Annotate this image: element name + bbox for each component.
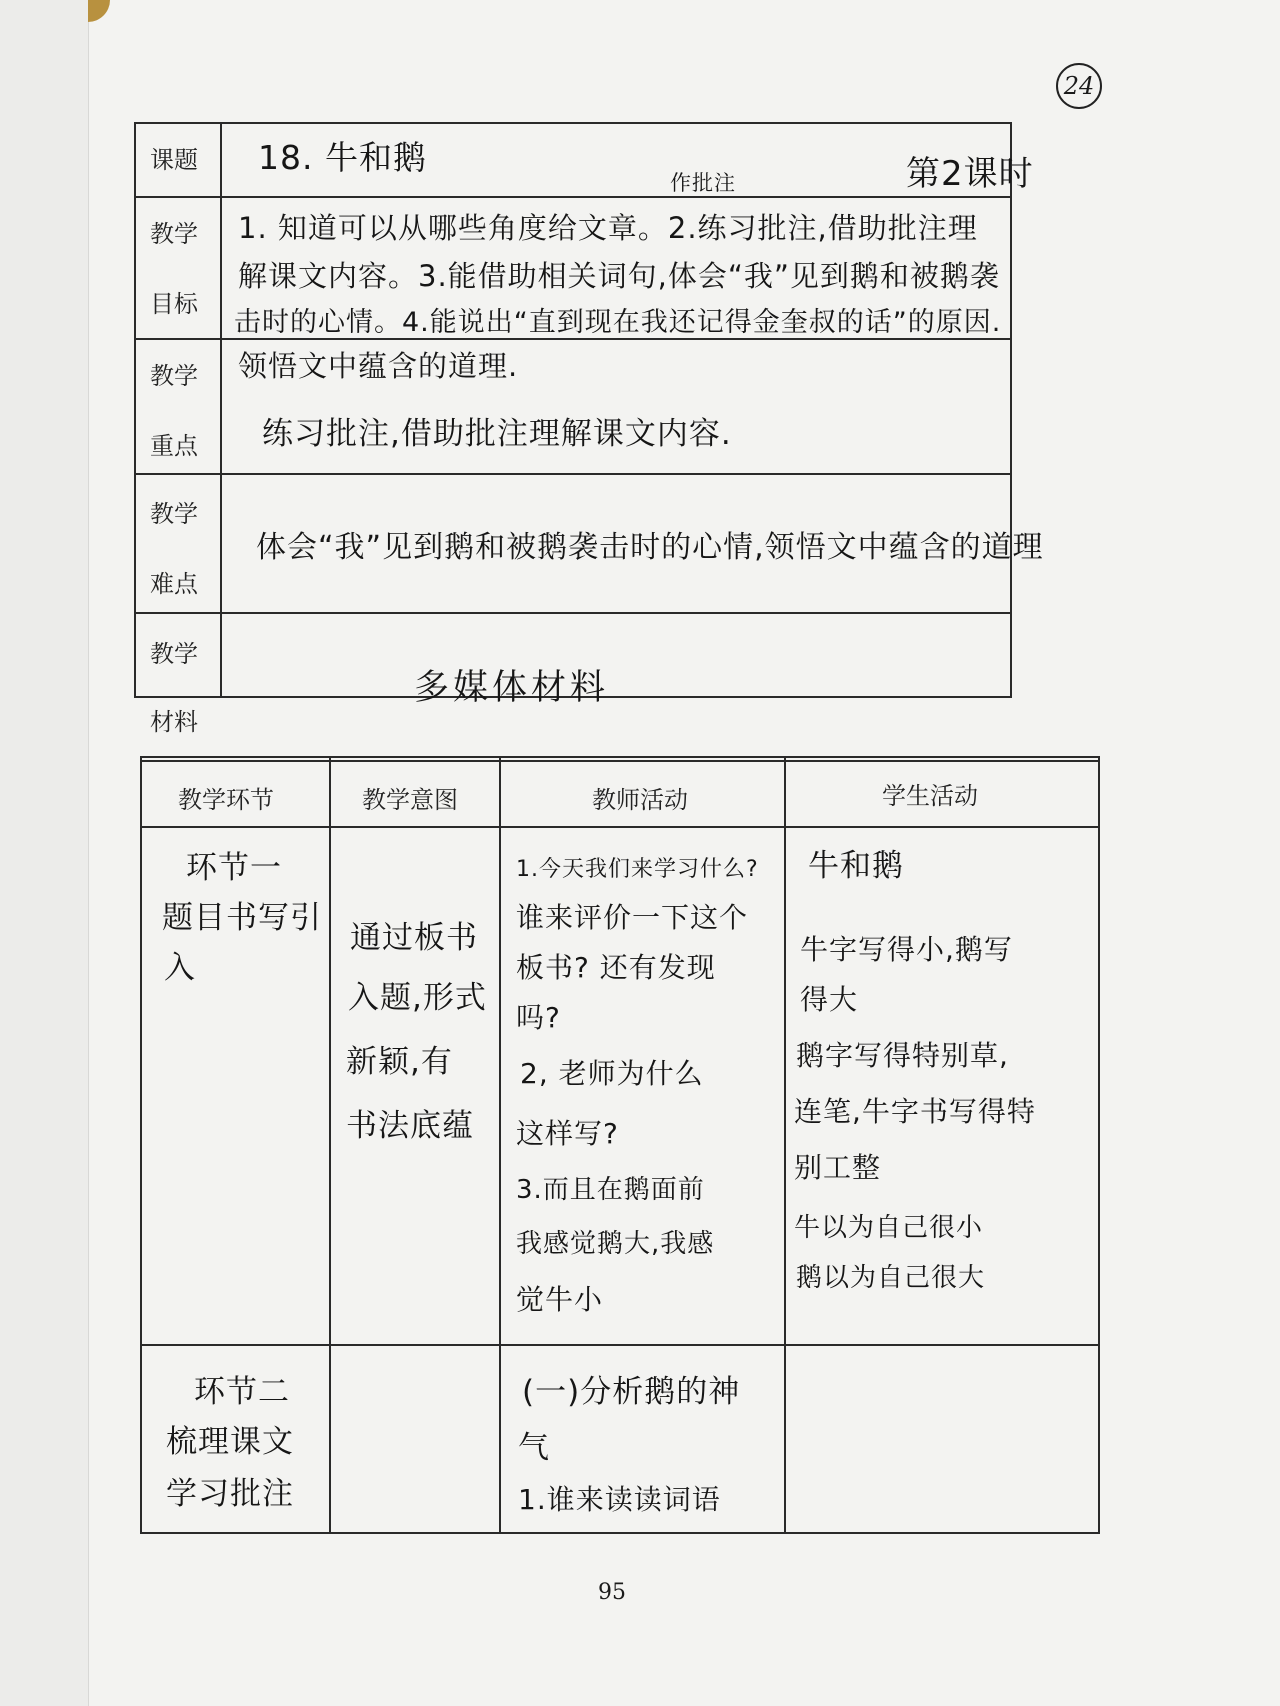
row1-stage-line-2: 题目书写引 <box>162 900 322 936</box>
table-header-divider <box>140 826 1098 828</box>
row2-stage-line-1: 环节二 <box>194 1374 290 1410</box>
table-col-divider-3 <box>784 758 786 1532</box>
row2-teacher-line-3: 1.谁来读读词语 <box>518 1483 721 1516</box>
page-marker: 24 <box>1056 63 1102 109</box>
objectives-line-2: 解课文内容。3.能借助相关词句,体会“我”见到鹅和被鹅袭 <box>238 259 1000 293</box>
row1-teacher-line-3: 板书? 还有发现 <box>516 951 716 984</box>
goal-annotation: 作批注 <box>670 171 736 195</box>
row1-teacher-line-7: 3.而且在鹅面前 <box>516 1175 705 1205</box>
row-divider-3 <box>134 473 1010 475</box>
table-row-divider <box>140 1344 1098 1346</box>
row1-student-line-3: 牛字写得小,鹅写 <box>800 933 1013 966</box>
table-col-divider-1 <box>329 758 331 1532</box>
row1-teacher-line-6: 这样写? <box>516 1117 619 1150</box>
row2-stage-line-3: 学习批注 <box>166 1476 294 1512</box>
objectives-label-1: 教学 <box>150 220 198 248</box>
row1-teacher-line-5: 2, 老师为什么 <box>520 1057 704 1090</box>
row1-intent-line-2: 入题,形式 <box>348 980 487 1016</box>
topic-label: 课题 <box>150 146 198 174</box>
label-column-divider <box>220 122 222 696</box>
table-top-rule <box>140 760 1098 762</box>
row1-student-line-4: 得大 <box>800 983 859 1016</box>
row1-intent-line-1: 通过板书 <box>350 920 478 956</box>
objectives-line-3: 击时的心情。4.能说出“直到现在我还记得金奎叔的话”的原因. <box>234 307 1002 338</box>
row1-student-line-9: 鹅以为自己很大 <box>796 1263 986 1293</box>
header-intent: 教学意图 <box>362 786 458 814</box>
row1-stage-line-1: 环节一 <box>186 850 282 886</box>
objectives-label-2: 目标 <box>150 290 198 318</box>
row1-student-line-1: 牛和鹅 <box>808 848 904 884</box>
page-binding-edge <box>0 0 89 1706</box>
row1-student-line-8: 牛以为自己很小 <box>794 1213 984 1243</box>
row1-teacher-line-2: 谁来评价一下这个 <box>516 901 749 934</box>
row1-stage-line-3: 入 <box>164 950 196 986</box>
header-stage: 教学环节 <box>178 786 274 814</box>
row1-student-line-6: 连笔,牛字书写得特 <box>794 1095 1036 1128</box>
objectives-line-4: 领悟文中蕴含的道理. <box>238 349 519 383</box>
header-student: 学生活动 <box>882 782 978 810</box>
difficulties-label-1: 教学 <box>150 500 198 528</box>
table-col-divider-2 <box>499 758 501 1532</box>
row-divider-4 <box>134 612 1010 614</box>
row2-stage-line-2: 梳理课文 <box>166 1424 294 1460</box>
row1-teacher-line-1: 1.今天我们来学习什么? <box>516 857 759 882</box>
topic-title: 18. 牛和鹅 <box>258 138 427 177</box>
lesson-period: 第2课时 <box>906 154 1034 194</box>
row2-teacher-line-1: (一)分析鹅的神 <box>522 1374 741 1410</box>
key-points-text: 练习批注,借助批注理解课文内容. <box>262 416 732 452</box>
difficulties-label-2: 难点 <box>150 570 198 598</box>
row1-teacher-line-4: 吗? <box>516 1001 561 1034</box>
page-number: 95 <box>598 1580 626 1605</box>
row1-teacher-line-9: 觉牛小 <box>516 1283 604 1316</box>
objectives-line-1: 1. 知道可以从哪些角度给文章。2.练习批注,借助批注理 <box>238 211 978 245</box>
difficulties-text: 体会“我”见到鹅和被鹅袭击时的心情,领悟文中蕴含的道理 <box>256 530 1044 565</box>
row1-teacher-line-8: 我感觉鹅大,我感 <box>516 1229 715 1259</box>
row1-intent-line-4: 书法底蕴 <box>346 1108 474 1144</box>
key-points-label-2: 重点 <box>150 432 198 460</box>
materials-label-2: 材料 <box>150 708 198 736</box>
key-points-label-1: 教学 <box>150 362 198 390</box>
row-divider-1 <box>134 196 1010 198</box>
materials-text: 多媒体材料 <box>414 668 610 708</box>
materials-label-1: 教学 <box>150 640 198 668</box>
row1-student-line-7: 别工整 <box>794 1151 882 1184</box>
row2-teacher-line-2: 气 <box>518 1430 550 1466</box>
row1-student-line-5: 鹅字写得特别草, <box>796 1039 1009 1072</box>
corner-tab <box>88 0 110 22</box>
header-teacher: 教师活动 <box>592 786 688 814</box>
row1-intent-line-3: 新颖,有 <box>346 1044 453 1080</box>
